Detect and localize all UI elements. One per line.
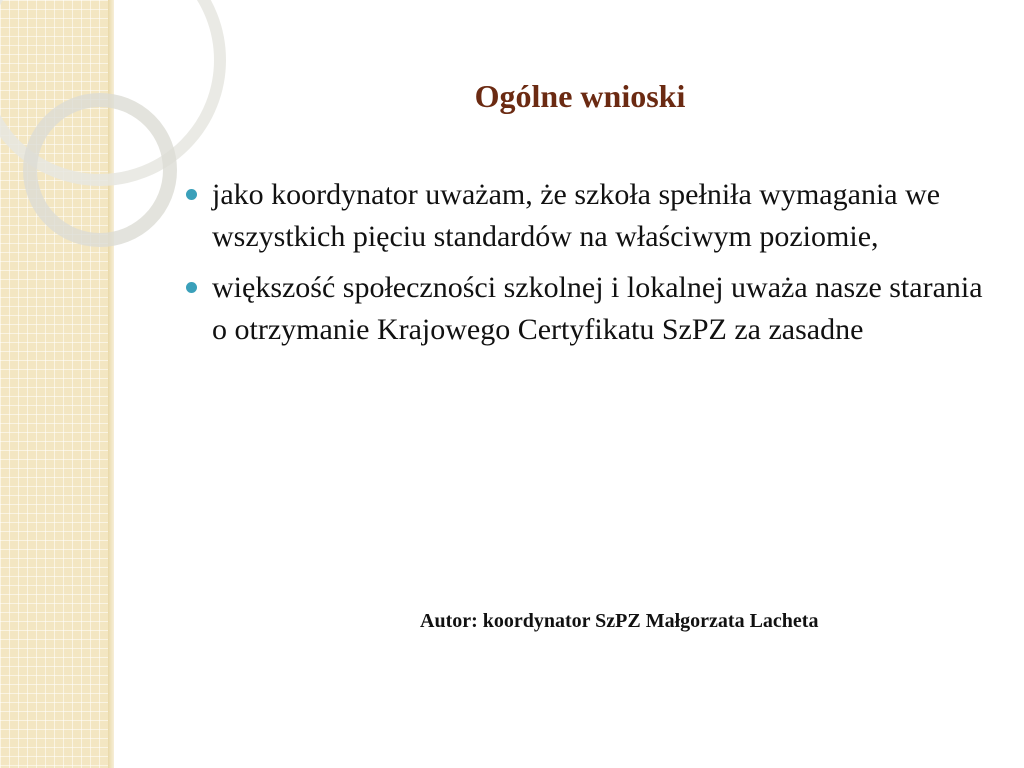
slide-title: Ogólne wnioski [474, 78, 686, 114]
bullet-text: jako koordynator uważam, że szkoła spełniła wymagania we wszystkich pięciu standardów na właściwym poziomie, [212, 178, 941, 253]
bullet-list [186, 174, 996, 360]
bullet-item [186, 174, 996, 258]
bullet-dot-icon [186, 189, 197, 200]
bullet-dot-icon [186, 282, 197, 293]
bullet-item [186, 267, 996, 351]
author-credit: Autor: koordynator SzPZ Małgorzata Lacheta [420, 610, 819, 632]
bullet-text: większość społeczności szkolnej i lokalnej uważa nasze starania o otrzymanie Krajowego Certyfikatu SzPZ za zasadne [212, 271, 983, 346]
